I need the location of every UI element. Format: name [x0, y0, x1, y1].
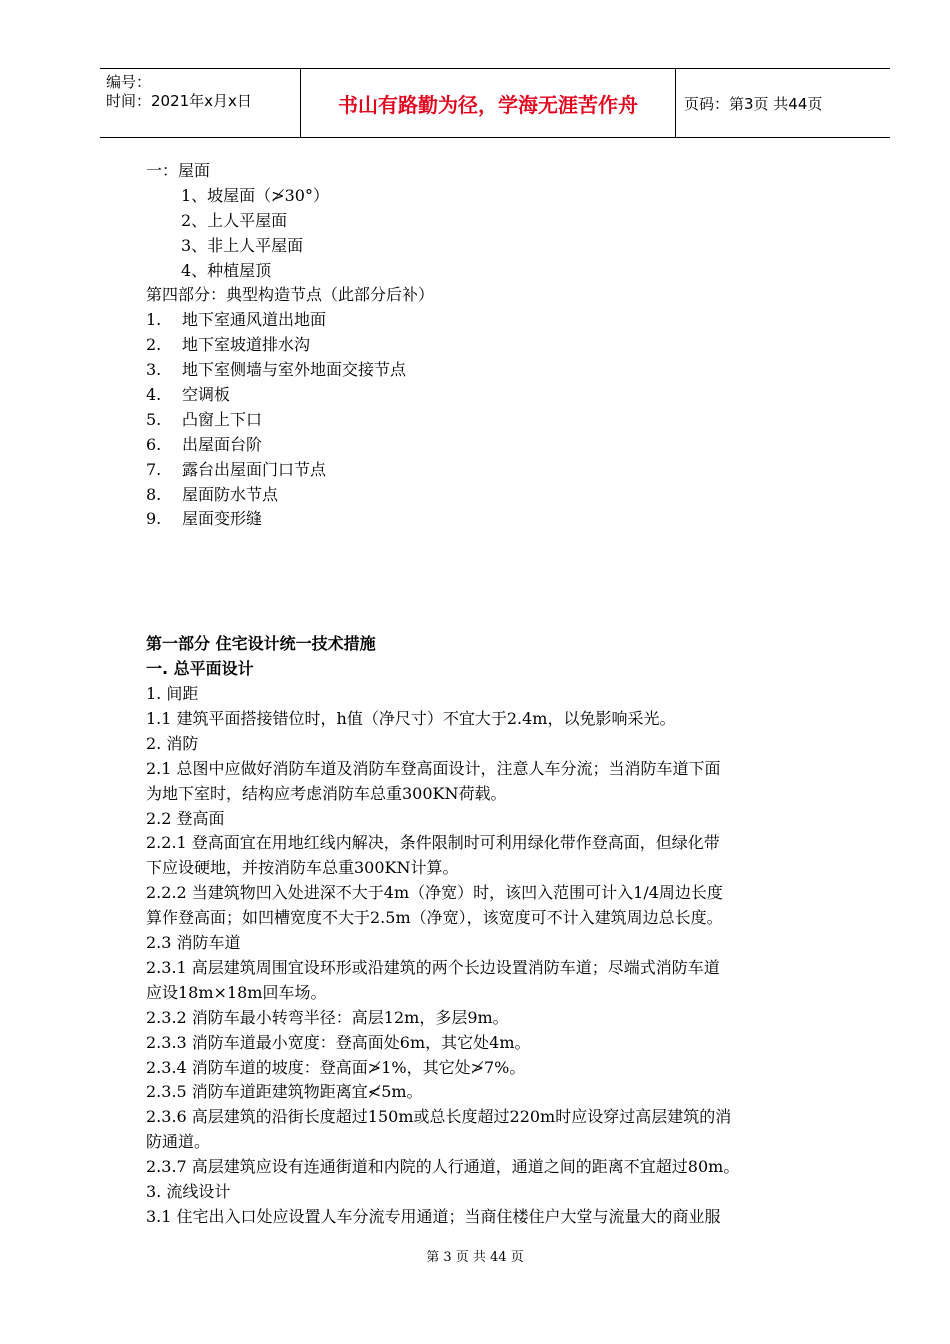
body-line: 1. 间距 — [146, 684, 199, 704]
part4-item: 2. 地下室坡道排水沟 — [146, 335, 311, 355]
body-line: 2.3.6 高层建筑的沿街长度超过150m或总长度超过220m时应设穿过高层建筑的消 — [146, 1107, 732, 1127]
part4-item: 1. 地下室通风道出地面 — [146, 310, 327, 330]
body-line: 2.3.2 消防车最小转弯半径：高层12m，多层9m。 — [146, 1007, 509, 1027]
body-line: 下应设硬地，并按消防车总重300KN计算。 — [146, 858, 459, 878]
header-meta — [100, 69, 301, 137]
part4-item: 5. 凸窗上下口 — [146, 409, 263, 429]
number-label: 编号： — [106, 73, 152, 91]
part1-title: 第一部分 住宅设计统一技术措施 — [146, 634, 376, 654]
body-line: 3.1 住宅出入口处应设置人车分流专用通道；当商住楼住户大堂与流量大的商业服 — [146, 1206, 721, 1226]
motto: 书山有路勤为径，学海无涯苦作舟 — [338, 92, 638, 117]
part4-item: 3. 地下室侧墙与室外地面交接节点 — [146, 360, 407, 380]
body-line: 2.2.1 登高面宜在用地红线内解决，条件限制时可利用绿化带作登高面，但绿化带 — [146, 833, 720, 853]
body-line: 2.3.3 消防车道最小宽度：登高面处6m，其它处4m。 — [146, 1032, 531, 1052]
header-motto-cell — [301, 69, 676, 137]
part4-item: 6. 出屋面台阶 — [146, 434, 263, 454]
body-line: 2.2.2 当建筑物凹入处进深不大于4m（净宽）时，该凹入范围可计入1/4周边长度 — [146, 883, 723, 903]
page-label: 页码：第3页 共44页 — [684, 94, 823, 113]
roof-item: 1、坡屋面（≯30°） — [181, 185, 329, 205]
body-line: 应设18m×18m回车场。 — [146, 982, 327, 1002]
roof-item: 2、上人平屋面 — [181, 210, 288, 230]
body-line: 为地下室时，结构应考虑消防车总重300KN荷载。 — [146, 783, 507, 803]
part4-item: 7. 露台出屋面门口节点 — [146, 459, 327, 479]
roof-title: 一：屋面 — [146, 161, 211, 180]
body-line: 算作登高面；如凹槽宽度不大于2.5m（净宽），该宽度可不计入建筑周边总长度。 — [146, 908, 723, 928]
page-header — [100, 68, 890, 138]
part4-title: 第四部分：典型构造节点（此部分后补） — [146, 285, 435, 305]
roof-item: 4、种植屋顶 — [181, 260, 272, 280]
body-line: 2.1 总图中应做好消防车道及消防车登高面设计，注意人车分流；当消防车道下面 — [146, 758, 721, 778]
time-label: 时间：2021年x月x日 — [106, 92, 252, 110]
body-line: 2.3.4 消防车道的坡度：登高面≯1%，其它处≯7%。 — [146, 1057, 526, 1077]
body-line: 2.2 登高面 — [146, 808, 225, 828]
section-gap — [146, 532, 846, 632]
page-footer: 第 3 页 共 44 页 — [426, 1250, 524, 1265]
body-line: 2.3.5 消防车道距建筑物距离宜≮5m。 — [146, 1082, 423, 1102]
body-line: 1.1 建筑平面搭接错位时，h值（净尺寸）不宜大于2.4m，以免影响采光。 — [146, 709, 676, 729]
part4-item: 9. 屋面变形缝 — [146, 509, 263, 529]
body-line: 2.3.7 高层建筑应设有连通街道和内院的人行通道，通道之间的距离不宜超过80m。 — [146, 1157, 740, 1177]
document-body — [146, 159, 846, 1230]
body-line: 2. 消防 — [146, 733, 199, 753]
roof-item: 3、非上人平屋面 — [181, 235, 304, 255]
body-line: 2.3.1 高层建筑周围宜设环形或沿建筑的两个长边设置消防车道；尽端式消防车道 — [146, 957, 720, 977]
body-line: 3. 流线设计 — [146, 1181, 231, 1201]
body-line: 2.3 消防车道 — [146, 933, 241, 953]
body-line: 防通道。 — [146, 1132, 211, 1152]
part4-item: 8. 屋面防水节点 — [146, 484, 279, 504]
part4-item: 4. 空调板 — [146, 385, 231, 405]
part1-subtitle: 一. 总平面设计 — [146, 659, 254, 679]
